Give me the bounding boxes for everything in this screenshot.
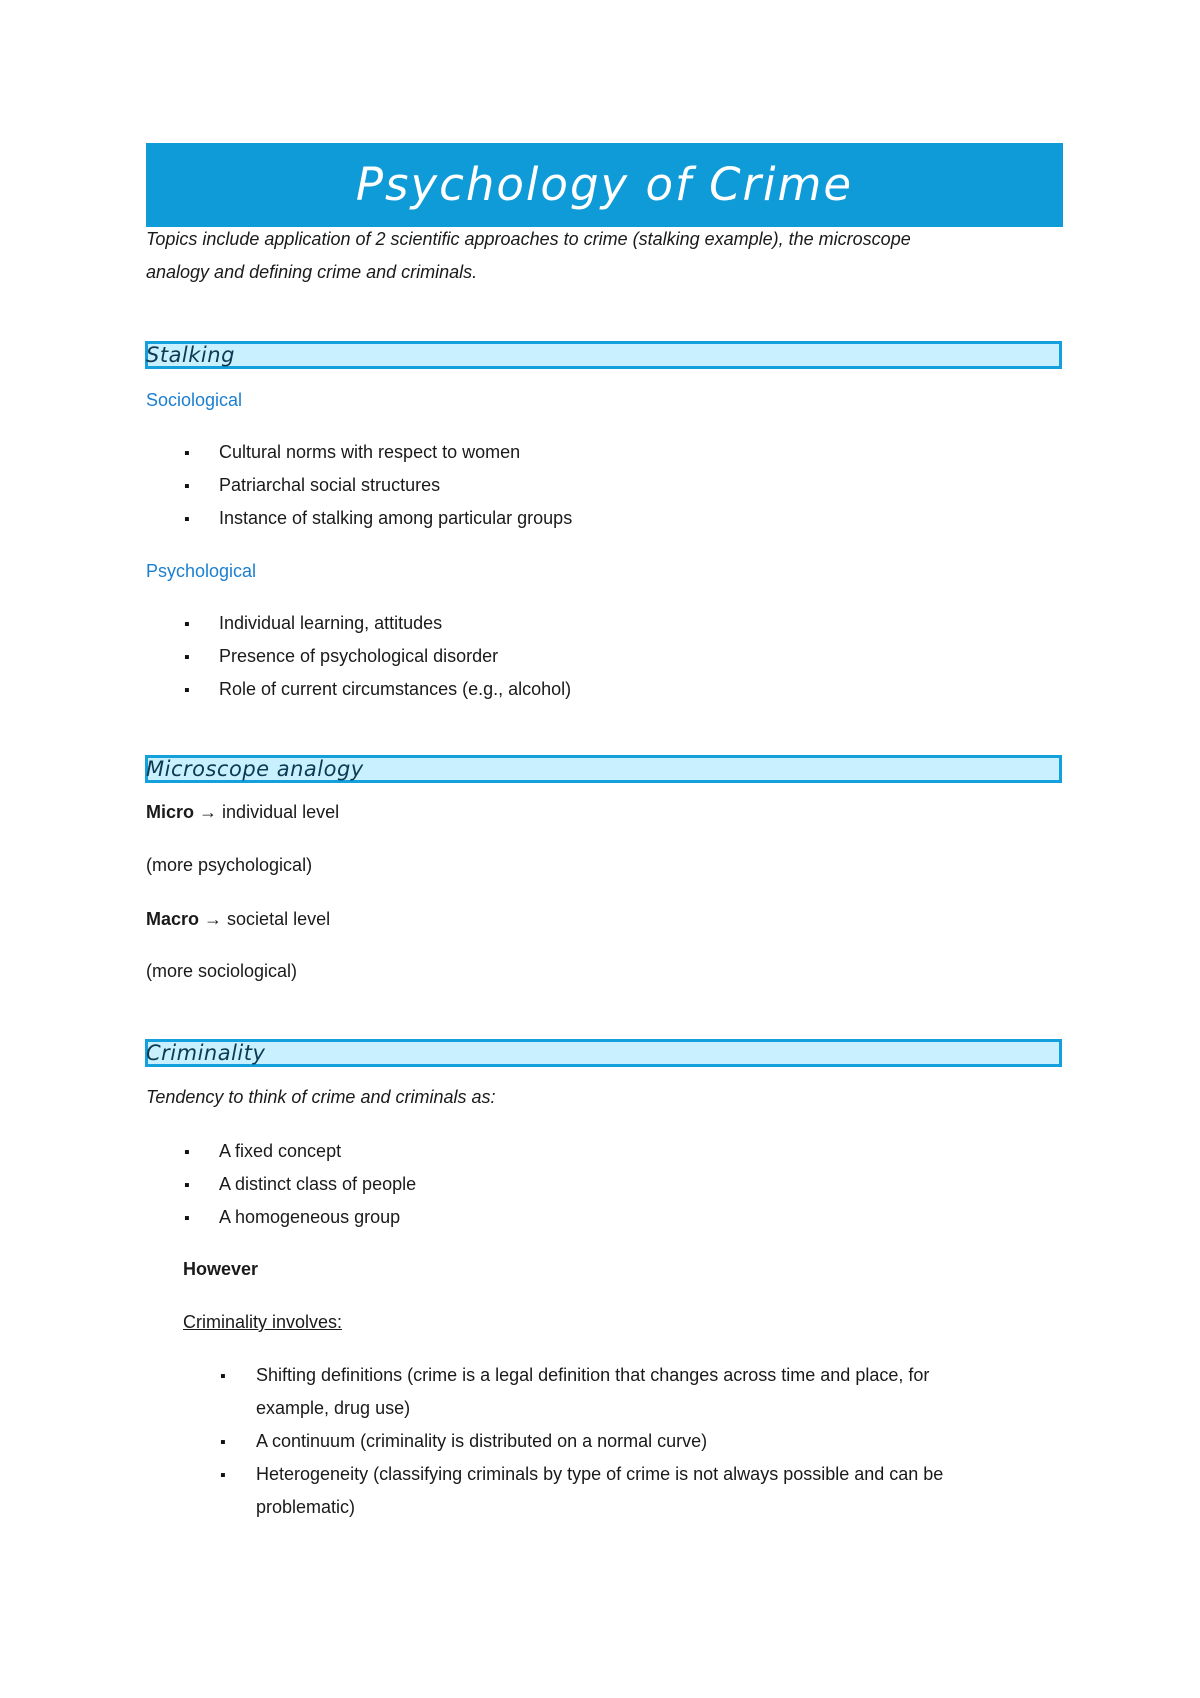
- list-item: Shifting definitions (crime is a legal definition that changes across time and place, for: [256, 1365, 930, 1385]
- section-heading-microscope: Microscope analogy: [146, 757, 364, 781]
- intro-line-2: analogy and defining crime and criminals.: [146, 262, 478, 282]
- micro-term: Micro: [146, 802, 195, 822]
- bullet-icon: ▪: [184, 1144, 190, 1161]
- intro-line-1: Topics include application of 2 scientific approaches to crime (stalking example), the microscope: [146, 229, 911, 249]
- micro-desc: individual level: [222, 802, 340, 822]
- macro-term: Macro: [146, 909, 200, 929]
- criminality-tendency: Tendency to think of crime and criminals as:: [146, 1087, 496, 1107]
- section-heading-stalking: Stalking: [146, 343, 235, 367]
- list-item: Presence of psychological disorder: [219, 646, 499, 666]
- bullet-icon: ▪: [184, 682, 190, 699]
- list-item: Heterogeneity (classifying criminals by type of crime is not always possible and can be: [256, 1464, 944, 1484]
- macro-desc: societal level: [227, 909, 331, 929]
- arrow-right-icon: →: [199, 802, 218, 822]
- bullet-icon: ▪: [184, 1210, 190, 1227]
- involves-label: Criminality involves:: [183, 1312, 343, 1332]
- bullet-icon: ▪: [184, 511, 190, 528]
- bullet-icon: ▪: [184, 649, 190, 666]
- list-item: Individual learning, attitudes: [219, 613, 443, 633]
- list-item: A fixed concept: [219, 1141, 342, 1161]
- bullet-icon: ▪: [184, 1177, 190, 1194]
- bullet-icon: ▪: [184, 616, 190, 633]
- micro-note: (more psychological): [146, 855, 313, 875]
- list-item: Cultural norms with respect to women: [219, 442, 521, 462]
- macro-note: (more sociological): [146, 961, 298, 981]
- bullet-icon: ▪: [184, 445, 190, 462]
- bullet-icon: ▪: [184, 478, 190, 495]
- subheading-psychological: Psychological: [146, 561, 257, 581]
- list-item-continuation: example, drug use): [256, 1398, 411, 1418]
- micro-line: [146, 802, 339, 823]
- bullet-icon: ▪: [220, 1434, 226, 1451]
- however-label: However: [183, 1259, 259, 1279]
- list-item: A homogeneous group: [219, 1207, 401, 1227]
- macro-line: [146, 909, 330, 930]
- bullet-icon: ▪: [220, 1368, 226, 1385]
- list-item: Patriarchal social structures: [219, 475, 441, 495]
- section-heading-criminality: Criminality: [146, 1041, 266, 1065]
- bullet-icon: ▪: [220, 1467, 226, 1484]
- list-item: Role of current circumstances (e.g., alcohol): [219, 679, 572, 699]
- list-item: Instance of stalking among particular groups: [219, 508, 573, 528]
- list-item: A continuum (criminality is distributed on a normal curve): [256, 1431, 708, 1451]
- arrow-right-icon: →: [204, 909, 223, 929]
- subheading-sociological: Sociological: [146, 390, 243, 410]
- page-title: Psychology of Crime: [355, 158, 854, 211]
- list-item: A distinct class of people: [219, 1174, 417, 1194]
- list-item-continuation: problematic): [256, 1497, 356, 1517]
